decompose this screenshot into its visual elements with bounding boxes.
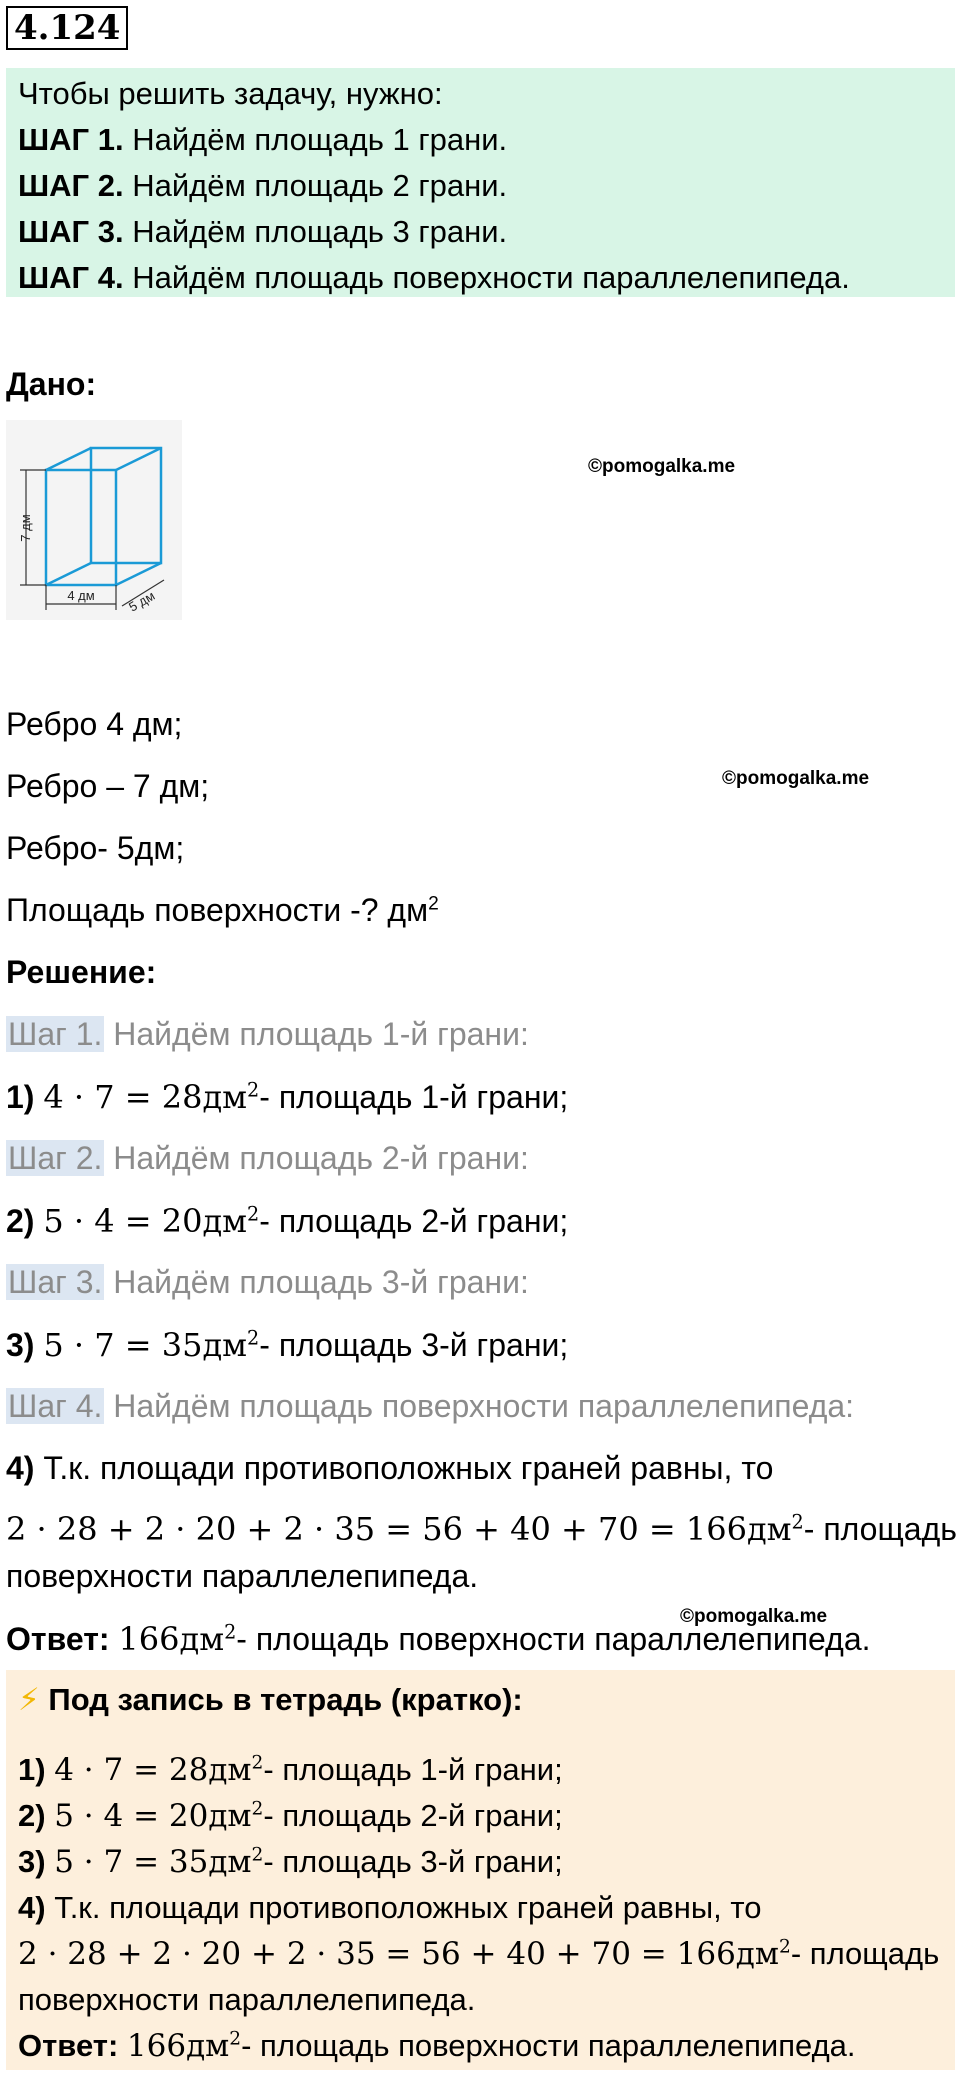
unit-exponent: 2 (428, 893, 439, 915)
note-line-4 (18, 1890, 761, 1926)
calc-math: 5 · 4 = 20дм (43, 1202, 248, 1240)
note-title-row (18, 1682, 523, 1718)
answer-label: Ответ: (18, 2028, 119, 2063)
plan-step-label: ШАГ 3. (18, 214, 124, 249)
solution-plan (6, 68, 955, 297)
calc-number: 4) (18, 1890, 46, 1925)
step-label: Шаг 3. (8, 1264, 103, 1300)
calc-math: 5 · 7 = 35дм (54, 1844, 252, 1880)
calc-exponent: 2 (779, 1936, 791, 1958)
calc-desc: - площадь 3-й грани; (263, 1844, 563, 1879)
calc-desc: - площадь 1-й грани; (263, 1752, 563, 1787)
step-4-heading (6, 1388, 854, 1425)
calc-desc: - площадь 2-й грани; (259, 1203, 569, 1239)
note-title: Под запись в тетрадь (кратко): (48, 1682, 523, 1717)
given-item-1: Ребро 4 дм; (6, 706, 183, 742)
calc-number: 2) (6, 1203, 35, 1239)
step-2-heading (6, 1140, 529, 1177)
plan-step-2 (18, 168, 507, 204)
calc-desc: - площадь 1-й грани; (259, 1079, 569, 1115)
parallelepiped-drawing (6, 420, 182, 620)
step-4-text (6, 1450, 773, 1487)
step-text: Найдём площадь 2-й грани: (104, 1140, 529, 1176)
calc-number: 3) (6, 1327, 35, 1363)
calc-number: 4) (6, 1450, 35, 1486)
answer-math: 166дм (126, 2028, 230, 2064)
note-line-3 (18, 1844, 563, 1880)
plan-step-4 (18, 260, 850, 296)
plan-step-text: Найдём площадь 2 грани. (123, 168, 508, 203)
watermark: ©pomogalka.me (588, 456, 736, 477)
answer-exponent: 2 (224, 1620, 237, 1644)
given-item-2: Ребро – 7 дм; (6, 768, 210, 804)
step-1-heading (6, 1016, 529, 1053)
plan-step-text: Найдём площадь поверхности параллелепипеда. (123, 260, 850, 295)
calc-exponent: 2 (251, 1798, 264, 1820)
calc-exponent: 2 (251, 1844, 264, 1866)
calc-desc: - площадь 2-й грани; (263, 1798, 563, 1833)
note-line-4-cont: поверхности параллелепипеда. (18, 1982, 476, 2017)
step-label: Шаг 1. (8, 1016, 103, 1052)
calc-exponent: 2 (247, 1202, 260, 1226)
calc-exponent: 2 (247, 1078, 260, 1102)
answer-desc: - площадь поверхности параллелепипеда. (236, 1621, 871, 1657)
step-3-heading (6, 1264, 529, 1301)
calc-math: 2 · 28 + 2 · 20 + 2 · 35 = 56 + 40 + 70 = 166дм (18, 1936, 779, 1972)
watermark: ©pomogalka.me (680, 1606, 828, 1627)
note-line-1 (18, 1752, 563, 1788)
step-1-calc (6, 1078, 568, 1116)
step-text: Найдём площадь поверхности параллелепипеда: (104, 1388, 855, 1424)
calc-number: 1) (18, 1752, 46, 1787)
answer-desc: - площадь поверхности параллелепипеда. (241, 2028, 856, 2063)
parallelepiped-figure (6, 420, 182, 620)
step-4-calc-cont: поверхности параллелепипеда. (6, 1558, 479, 1594)
height-label: 7 дм (18, 514, 33, 542)
step-4-calc (6, 1510, 957, 1548)
calc-math: 5 · 4 = 20дм (54, 1798, 252, 1834)
step-text: Найдём площадь 1-й грани: (104, 1016, 529, 1052)
answer (6, 1620, 871, 1658)
given-title: Дано: (6, 366, 97, 402)
calc-exponent: 2 (251, 1752, 264, 1774)
given-item-4 (6, 892, 439, 929)
step-text: Найдём площадь 3-й грани: (104, 1264, 529, 1300)
calc-number: 2) (18, 1798, 46, 1833)
depth-label: 5 дм (126, 587, 158, 615)
calc-math: 4 · 7 = 28дм (54, 1752, 252, 1788)
calc-exponent: 2 (791, 1510, 804, 1534)
calc-number: 1) (6, 1079, 35, 1115)
width-label: 4 дм (67, 588, 95, 603)
plan-step-3 (18, 214, 507, 250)
calc-exponent: 2 (247, 1326, 260, 1350)
plan-step-label: ШАГ 2. (18, 168, 124, 203)
calc-number: 3) (18, 1844, 46, 1879)
problem-number: 4.124 (6, 6, 128, 50)
plan-step-label: ШАГ 1. (18, 122, 124, 157)
step-3-calc (6, 1326, 568, 1364)
notebook-summary (6, 1670, 955, 2070)
answer-label: Ответ: (6, 1621, 110, 1657)
note-answer (18, 2028, 856, 2064)
calc-math: 2 · 28 + 2 · 20 + 2 · 35 = 56 + 40 + 70 = 166дм (6, 1510, 792, 1548)
plan-intro: Чтобы решить задачу, нужно: (18, 76, 443, 111)
calc-math: 4 · 7 = 28дм (43, 1078, 248, 1116)
calc-math: 5 · 7 = 35дм (43, 1326, 248, 1364)
calc-desc: - площадь (790, 1936, 940, 1971)
plan-step-text: Найдём площадь 3 грани. (123, 214, 508, 249)
step-4-reason: Т.к. площади противоположных граней равны, то (45, 1890, 762, 1925)
given-item-text: Площадь поверхности -? дм (6, 892, 429, 928)
step-label: Шаг 4. (8, 1388, 103, 1424)
answer-math: 166дм (118, 1620, 225, 1658)
calc-desc: - площадь (803, 1511, 957, 1547)
solution-title: Решение: (6, 954, 157, 990)
step-2-calc (6, 1202, 568, 1240)
plan-step-text: Найдём площадь 1 грани. (123, 122, 508, 157)
note-line-4-calc (18, 1936, 939, 1972)
lightning-icon: ⚡ (18, 1682, 40, 1717)
step-label: Шаг 2. (8, 1140, 103, 1176)
given-item-3: Ребро- 5дм; (6, 830, 185, 866)
calc-desc: - площадь 3-й грани; (259, 1327, 569, 1363)
step-4-reason: Т.к. площади противоположных граней равны, то (34, 1450, 774, 1486)
answer-exponent: 2 (229, 2028, 242, 2050)
note-line-2 (18, 1798, 563, 1834)
plan-step-1 (18, 122, 507, 158)
plan-step-label: ШАГ 4. (18, 260, 124, 295)
watermark: ©pomogalka.me (722, 768, 870, 789)
